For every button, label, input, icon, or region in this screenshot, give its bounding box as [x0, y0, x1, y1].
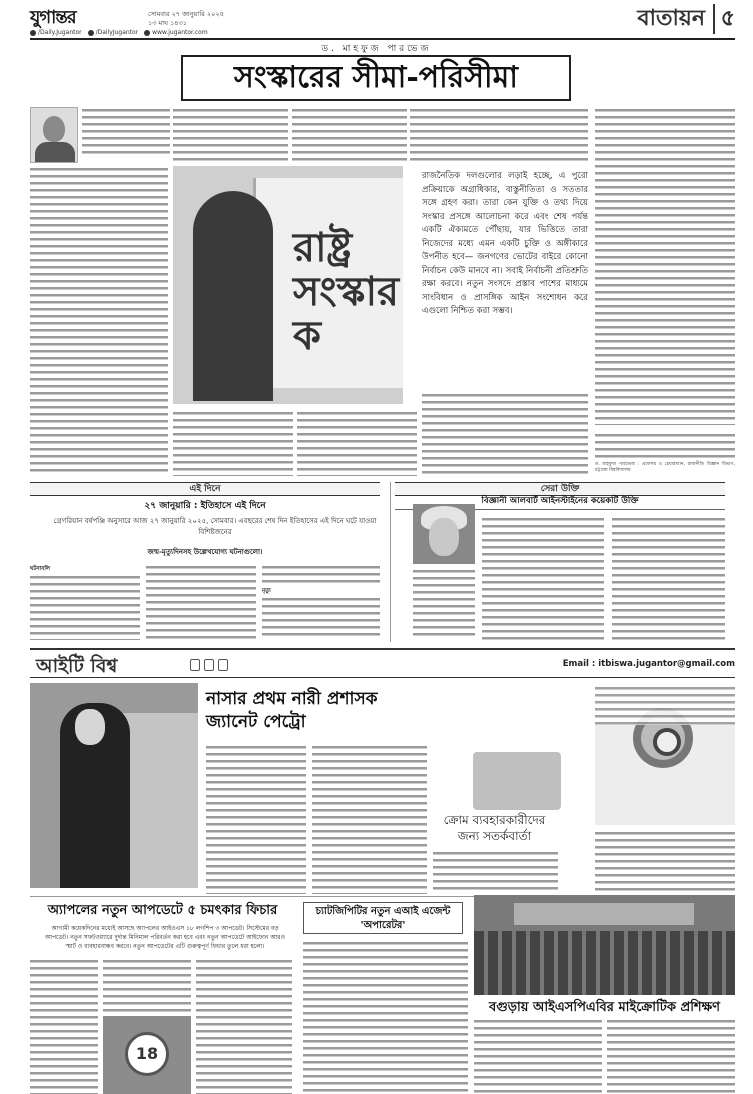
website-link[interactable]: www.jugantor.com	[144, 29, 208, 37]
quote-column-3	[612, 516, 725, 640]
device-icons	[190, 659, 228, 671]
deaths-label: মৃত্যু	[262, 588, 271, 594]
events-label: ঘটনাবলি	[30, 566, 51, 572]
tablet-icon	[204, 659, 214, 671]
bogura-column-1	[474, 1018, 602, 1094]
quotes-person-title: বিজ্ঞানী আলবার্ট আইনস্টাইনের কয়েকটি উক্তি	[395, 496, 725, 510]
section-name: বাতায়ন	[637, 5, 705, 31]
column-divider	[390, 482, 391, 642]
chrome-column-top	[595, 685, 735, 725]
chatgpt-headline[interactable]: চ্যাটজিপিটির নতুন এআই এজেন্ট 'অপারেটর'	[303, 902, 463, 934]
laptop-icon	[218, 659, 228, 671]
author-photo	[30, 107, 78, 163]
apple-column-2	[103, 958, 191, 1012]
article-column-4a	[410, 107, 588, 163]
this-day-intro: গ্রেগরিয়ান বর্ষপঞ্জি অনুসারে আজ ২৭ জানুয়ারি ২০২৫, সোমবার। এবছরের শেষ দিন ইতিহাসের এই দিনে ঘটে যাওয়া বিশিষ্টজনের	[53, 517, 377, 536]
quote-column-1	[413, 568, 475, 640]
it-section-title: আইটি বিশ্ব	[36, 655, 118, 677]
dateline	[148, 10, 224, 28]
chrome-headline[interactable]: ক্রোম ব্যবহারকারীদের জন্য সতর্কবার্তা	[443, 813, 546, 843]
article-column-1	[30, 166, 168, 476]
this-day-title: ২৭ জানুয়ারি : ইতিহাসে এই দিনে	[144, 501, 266, 511]
article-column-3b	[297, 410, 417, 476]
nasa-headline[interactable]: নাসার প্রথম নারী প্রশাসক জ্যানেট পেট্রো	[206, 689, 378, 732]
this-day-subtitle: জন্ম-মৃত্যুদিনসহ উল্লেখযোগ্য ঘটনাগুলো।	[147, 548, 263, 556]
article-byline: ড. মাহফুজ পারভেজ	[321, 44, 432, 54]
events-column-3	[262, 564, 380, 584]
quote-column-2	[482, 516, 604, 640]
bogura-column-2	[607, 1018, 735, 1094]
article-column-2b	[173, 410, 293, 476]
masthead	[30, 6, 735, 40]
ios-badge: 18	[125, 1032, 169, 1076]
apple-column-3	[196, 958, 292, 1094]
twitter-link[interactable]: /DailyJugantor	[88, 29, 139, 37]
einstein-photo	[413, 504, 475, 564]
apple-headline[interactable]: অ্যাপলের নতুন আপডেটে ৫ চমৎকার ফিচার	[47, 903, 278, 918]
janet-petro-photo	[30, 683, 198, 888]
author-note: ড. মাহফুজ পারভেজ : প্রফেসর ও চেয়ারম্যান, রাজনীতি বিজ্ঞান বিভাগ, চট্টগ্রাম বিশ্ববিদ্যালয়	[595, 432, 735, 476]
facebook-icon	[30, 30, 36, 36]
bogura-headline[interactable]: বগুড়ায় আইএসপিএবির মাইক্রোটিক প্রশিক্ষণ	[488, 1000, 720, 1015]
article-column-2a	[173, 107, 288, 163]
article-column-4b	[422, 392, 588, 476]
it-section-header	[30, 648, 735, 678]
ios-phone-photo	[103, 1016, 191, 1094]
nasa-column-2	[312, 744, 427, 894]
laptop-photo	[473, 752, 561, 810]
apple-column-1	[30, 958, 98, 1094]
article-column-3a	[292, 107, 407, 163]
chrome-column-1	[433, 850, 558, 894]
facebook-link[interactable]: /Daily.Jugantor	[30, 29, 82, 37]
page-number: ৫	[713, 4, 735, 34]
quotes-section-bar: সেরা উক্তি	[395, 482, 725, 496]
globe-icon	[144, 30, 150, 36]
events-column-1	[30, 574, 140, 640]
chatgpt-column	[303, 940, 468, 1094]
it-email[interactable]: Email : itbiswa.jugantor@gmail.com	[562, 659, 735, 669]
events-column-2	[146, 564, 256, 640]
pull-quote: রাজনৈতিক দলগুলোর লড়াই হচ্ছে, এ পুরো প্রক্রিয়াকে অগ্রাধিকার, বাস্তুনীতিতা ও সততার সঙ্গে গ্রহণ করা। তারা কেন যুক্তি ও তথ্য দিয়ে সংস্কার প্রসঙ্গে আলোচনা করে এবং শেষ পর্যন্ত একটি ঐক্যমতে পৌঁছায়, যার ভিত্তিতে তারা নিজেদের মধ্যে এমন একটি চুক্তি ও অঙ্গীকারে উপনীত হবে— জনগণের ভোটের বাইরে কোনো নির্বাচন কেউ মানবে না। সবাই নির্বাচনী প্রতিশ্রুতি রক্ষা করবে। নতুন সংসদে প্রস্তাব পাশের মাধ্যমে সাংবিধান ও প্রাসঙ্গিক আইন সংশোধন করে এগুলো নিশ্চিত করা সম্ভব।	[422, 171, 588, 316]
phone-icon	[190, 659, 200, 671]
social-links	[30, 29, 208, 37]
date-gregorian: সোমবার ২৭ জানুয়ারি ২০২৫	[148, 10, 224, 18]
nasa-column-1	[206, 744, 306, 894]
article-photo: রাষ্ট্র সংস্কার ক	[173, 166, 403, 404]
twitter-icon	[88, 30, 94, 36]
apple-intro: আগামী কয়েকদিনের মধ্যেই আসছে অ্যাপলের আইওএস ১৮ লগশিপ ৩ আপডেট। সিস্টেমের বড় আপডেট। নতুন সফটওয়্যারে দুর্দান্ত মিনিমাল পরিবর্তন করা হবে এবং নতুন আপডেটে আইফোন আরও স্মার্ট ও ব্যবহারবান্ধব করবে। নতুন আপডেটের এটি গুরুত্বপূর্ণ ফিচার তুলে ধরা হলো।	[44, 925, 286, 950]
article-column-1a	[82, 107, 170, 157]
newspaper-logo[interactable]: যুগান্তর	[30, 7, 76, 28]
article-headline[interactable]: সংস্কারের সীমা-পরিসীমা	[181, 55, 571, 101]
chrome-column-2	[595, 830, 735, 894]
deaths-column	[262, 596, 380, 640]
article-column-5	[595, 107, 735, 425]
this-day-section-bar: এই দিনে	[30, 482, 380, 496]
date-bengali: ১৩ মাঘ ১৪৩১	[148, 19, 187, 28]
training-group-photo	[474, 895, 735, 995]
